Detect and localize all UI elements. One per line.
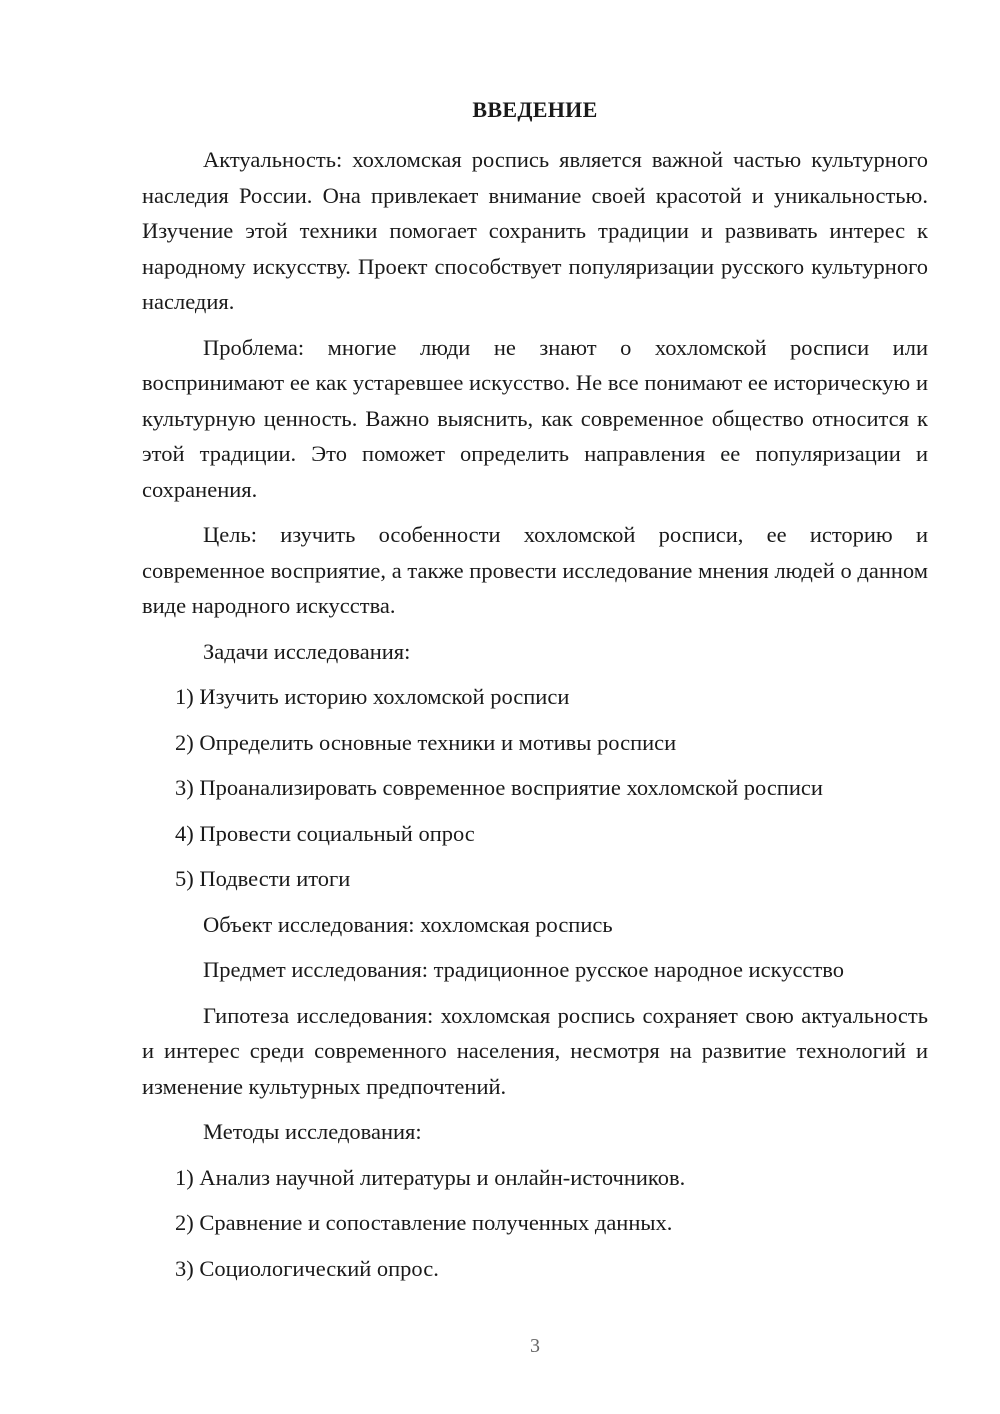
relevance-paragraph: Актуальность: хохломская роспись является важной частью культурного наследия России. Она привлекает внимание своей красотой и уникальностью. Изучение этой техники помогает сохранить традиции и развивать интерес к народному искусству. Проект способствует популяризации русского культурного наследия. bbox=[142, 147, 928, 314]
method-item: 1) Анализ научной литературы и онлайн-источников. bbox=[175, 1164, 686, 1190]
subject-line: Предмет исследования: традиционное русское народное искусство bbox=[203, 957, 844, 982]
page-number: 3 bbox=[530, 1335, 540, 1357]
document-body bbox=[142, 142, 928, 1296]
task-item: 5) Подвести итоги bbox=[175, 866, 351, 891]
tasks-heading: Задачи исследования: bbox=[203, 638, 411, 664]
hypothesis-paragraph: Гипотеза исследования: хохломская роспись сохраняет свою актуальность и интерес среди современного населения, несмотря на развитие технологий и изменение культурных предпочтений. bbox=[142, 1002, 928, 1099]
task-item: 4) Провести социальный опрос bbox=[175, 820, 475, 846]
object-line: Объект исследования: хохломская роспись bbox=[203, 911, 613, 937]
task-item: 1) Изучить историю хохломской росписи bbox=[175, 684, 570, 709]
document-page bbox=[142, 0, 928, 1414]
task-item: 2) Определить основные техники и мотивы росписи bbox=[175, 729, 677, 755]
method-item: 3) Социологический опрос. bbox=[175, 1255, 439, 1281]
goal-paragraph: Цель: изучить особенности хохломской росписи, ее историю и современное восприятие, а также провести исследование мнения людей о данном виде народного искусства. bbox=[142, 522, 928, 618]
method-item: 2) Сравнение и сопоставление полученных данных. bbox=[175, 1210, 673, 1235]
methods-heading: Методы исследования: bbox=[203, 1119, 422, 1144]
page-title: ВВЕДЕНИЕ bbox=[472, 97, 598, 122]
task-item: 3) Проанализировать современное восприятие хохломской росписи bbox=[175, 775, 823, 800]
problem-paragraph: Проблема: многие люди не знают о хохломской росписи или воспринимают ее как устаревшее искусство. Не все понимают ее историческую и культурную ценность. Важно выяснить, как современное общество относится к этой традиции. Это поможет определить направления ее популяризации и сохранения. bbox=[142, 334, 928, 502]
